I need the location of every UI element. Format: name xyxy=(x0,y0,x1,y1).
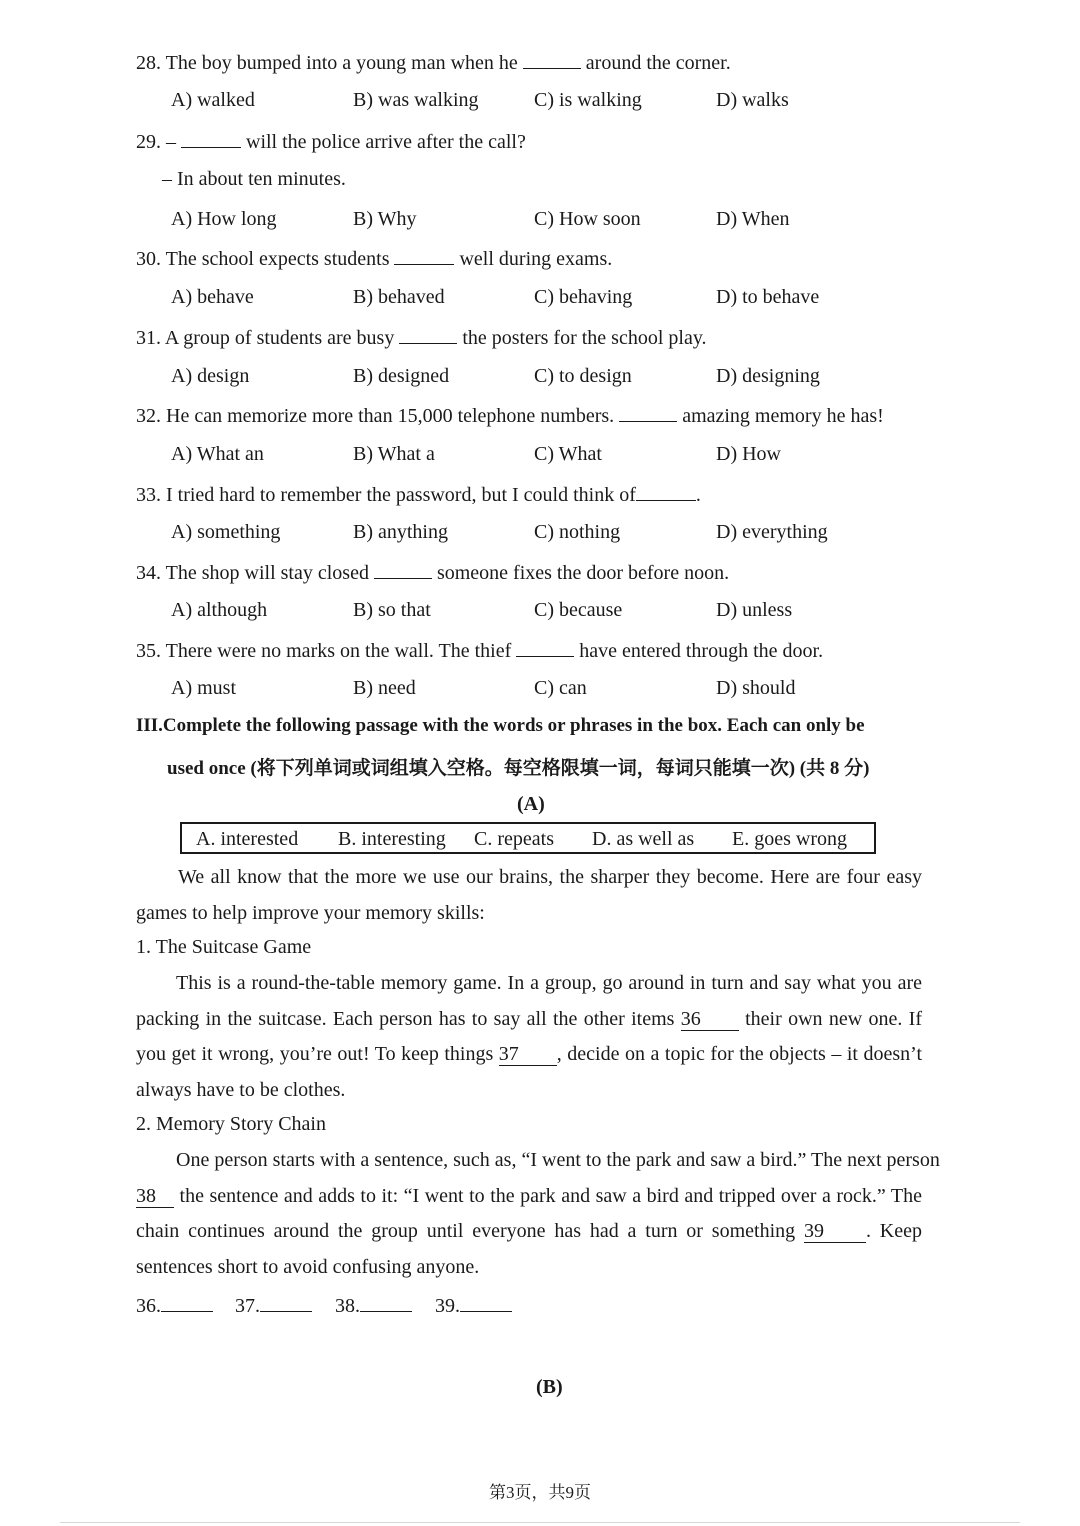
question-33 xyxy=(136,482,701,507)
option-d: D) everything xyxy=(716,521,828,543)
section-instructions: used once (将下列单词或词组填入空格。每空格限填一词，每词只能填一次) (共 8 分) xyxy=(167,758,870,779)
question-32 xyxy=(136,403,884,428)
answer-blank xyxy=(516,638,574,657)
question-31 xyxy=(136,325,707,350)
question-stem: The shop will stay closed xyxy=(165,562,369,584)
page-number: 第3页，共9页 xyxy=(489,1483,591,1502)
option-d: D) walks xyxy=(716,89,789,111)
option-a: A) must xyxy=(171,677,236,699)
option-a: A) design xyxy=(171,365,250,387)
game-1-paragraph xyxy=(136,966,922,1108)
question-number: 28. xyxy=(136,52,161,74)
blank-38: 38 xyxy=(136,1185,174,1208)
question-28 xyxy=(136,50,731,75)
question-stem-end: around the corner. xyxy=(585,52,731,74)
option-b: B) need xyxy=(353,677,416,699)
option-d: D) How xyxy=(716,443,781,465)
question-stem-end: will the police arrive after the call? xyxy=(246,131,526,153)
game-1-title: 1. The Suitcase Game xyxy=(136,936,312,958)
option-d: D) designing xyxy=(716,365,820,387)
question-stem-end: someone fixes the door before noon. xyxy=(436,562,730,584)
option-a: A) How long xyxy=(171,208,277,230)
question-stem: He can memorize more than 15,000 telephone numbers. xyxy=(166,405,615,427)
question-number: 33. xyxy=(136,484,161,506)
question-34 xyxy=(136,560,729,585)
answer-39: 39. xyxy=(435,1293,512,1318)
paragraph-line: One person starts with a sentence, such as, “I went to the park and saw a bird.” The next person xyxy=(176,1149,940,1171)
blank-37: 37 xyxy=(499,1043,557,1066)
paragraph-line: packing in the suitcase. Each person has to say all the other items 36 their own new one. If xyxy=(136,1007,922,1030)
option-c: C) to design xyxy=(534,365,632,387)
answer-37: 37. xyxy=(235,1293,312,1318)
option-b: B) anything xyxy=(353,521,448,543)
option-b: B) behaved xyxy=(353,286,445,308)
option-b: B) designed xyxy=(353,365,450,387)
option-a: A) something xyxy=(171,521,281,543)
option-a: A) What an xyxy=(171,443,264,465)
word-option-c: C. repeats xyxy=(474,828,554,850)
paragraph-line: games to help improve your memory skills: xyxy=(136,901,485,924)
paragraph-line: always have to be clothes. xyxy=(136,1078,346,1101)
answer-blank xyxy=(399,325,457,344)
word-option-b: B. interesting xyxy=(338,828,446,850)
option-c: C) What xyxy=(534,443,602,465)
option-d: D) to behave xyxy=(716,286,820,308)
option-c: C) can xyxy=(534,677,587,699)
question-30 xyxy=(136,246,612,271)
question-stem: The school expects students xyxy=(165,248,390,270)
option-a: A) although xyxy=(171,599,268,621)
answer-38: 38. xyxy=(335,1293,412,1318)
part-a-label: (A) xyxy=(517,793,545,815)
question-number: 32. xyxy=(136,405,161,427)
game-2-title: 2. Memory Story Chain xyxy=(136,1113,326,1135)
answer-blank xyxy=(374,560,432,579)
word-option-d: D. as well as xyxy=(592,828,695,850)
paragraph-line: We all know that the more we use our brains, the sharper they become. Here are four easy xyxy=(178,866,922,888)
option-c: C) How soon xyxy=(534,208,641,230)
option-b: B) so that xyxy=(353,599,431,621)
question-stem-end: well during exams. xyxy=(459,248,613,270)
question-stem: I tried hard to remember the password, but I could think of xyxy=(166,484,636,506)
blank-36: 36 xyxy=(681,1008,739,1031)
word-box xyxy=(180,822,876,854)
question-stem-end: amazing memory he has! xyxy=(682,405,884,427)
question-35 xyxy=(136,638,823,663)
question-29-reply: – In about ten minutes. xyxy=(162,168,346,190)
paragraph-line: This is a round-the-table memory game. In a group, go around in turn and say what you are xyxy=(176,972,922,994)
option-d: D) When xyxy=(716,208,790,230)
question-stem: There were no marks on the wall. The thief xyxy=(165,640,512,662)
game-2-paragraph xyxy=(136,1143,940,1285)
paragraph-line: chain continues around the group until everyone has had a turn or something 39 . Keep xyxy=(136,1220,922,1242)
blank-39: 39 xyxy=(804,1220,866,1243)
question-stem: The boy bumped into a young man when he xyxy=(165,52,518,74)
page-edge-divider xyxy=(60,1522,1020,1523)
question-stem-end: have entered through the door. xyxy=(579,640,824,662)
option-c: C) because xyxy=(534,599,623,621)
question-29 xyxy=(136,129,526,154)
question-stem-end: the posters for the school play. xyxy=(462,327,707,349)
option-c: C) behaving xyxy=(534,286,633,308)
option-b: B) What a xyxy=(353,443,435,465)
option-d: D) unless xyxy=(716,599,793,621)
answer-blank xyxy=(523,50,581,69)
question-number: 34. xyxy=(136,562,161,584)
option-b: B) was walking xyxy=(353,89,479,111)
question-number: 31. xyxy=(136,327,161,349)
option-c: C) is walking xyxy=(534,89,642,111)
answer-blank xyxy=(181,129,241,148)
option-b: B) Why xyxy=(353,208,417,230)
answer-blank xyxy=(636,482,696,501)
answer-blank xyxy=(619,403,677,422)
word-option-e: E. goes wrong xyxy=(732,828,847,850)
paragraph-line: sentences short to avoid confusing anyone. xyxy=(136,1255,480,1278)
question-number: 30. xyxy=(136,248,161,270)
paragraph-line: 38 the sentence and adds to it: “I went to the park and saw a bird and tripped over a rock.” The xyxy=(136,1184,923,1207)
intro-paragraph xyxy=(136,860,922,931)
option-a: A) walked xyxy=(171,89,255,111)
answer-blank xyxy=(394,246,454,265)
question-number: 35. xyxy=(136,640,161,662)
option-a: A) behave xyxy=(171,286,254,308)
question-stem: A group of students are busy xyxy=(164,327,395,349)
question-number: 29. – xyxy=(136,131,176,153)
word-option-a: A. interested xyxy=(196,828,299,850)
section-heading: III.Complete the following passage with the words or phrases in the box. Each can only be xyxy=(136,715,865,736)
part-b-label: (B) xyxy=(536,1376,563,1398)
option-c: C) nothing xyxy=(534,521,621,543)
option-d: D) should xyxy=(716,677,796,699)
answer-36: 36. xyxy=(136,1293,213,1318)
question-stem-end: . xyxy=(695,484,701,506)
paragraph-line: you get it wrong, you’re out! To keep things 37 , decide on a topic for the objects – it doesn’t xyxy=(136,1043,922,1065)
